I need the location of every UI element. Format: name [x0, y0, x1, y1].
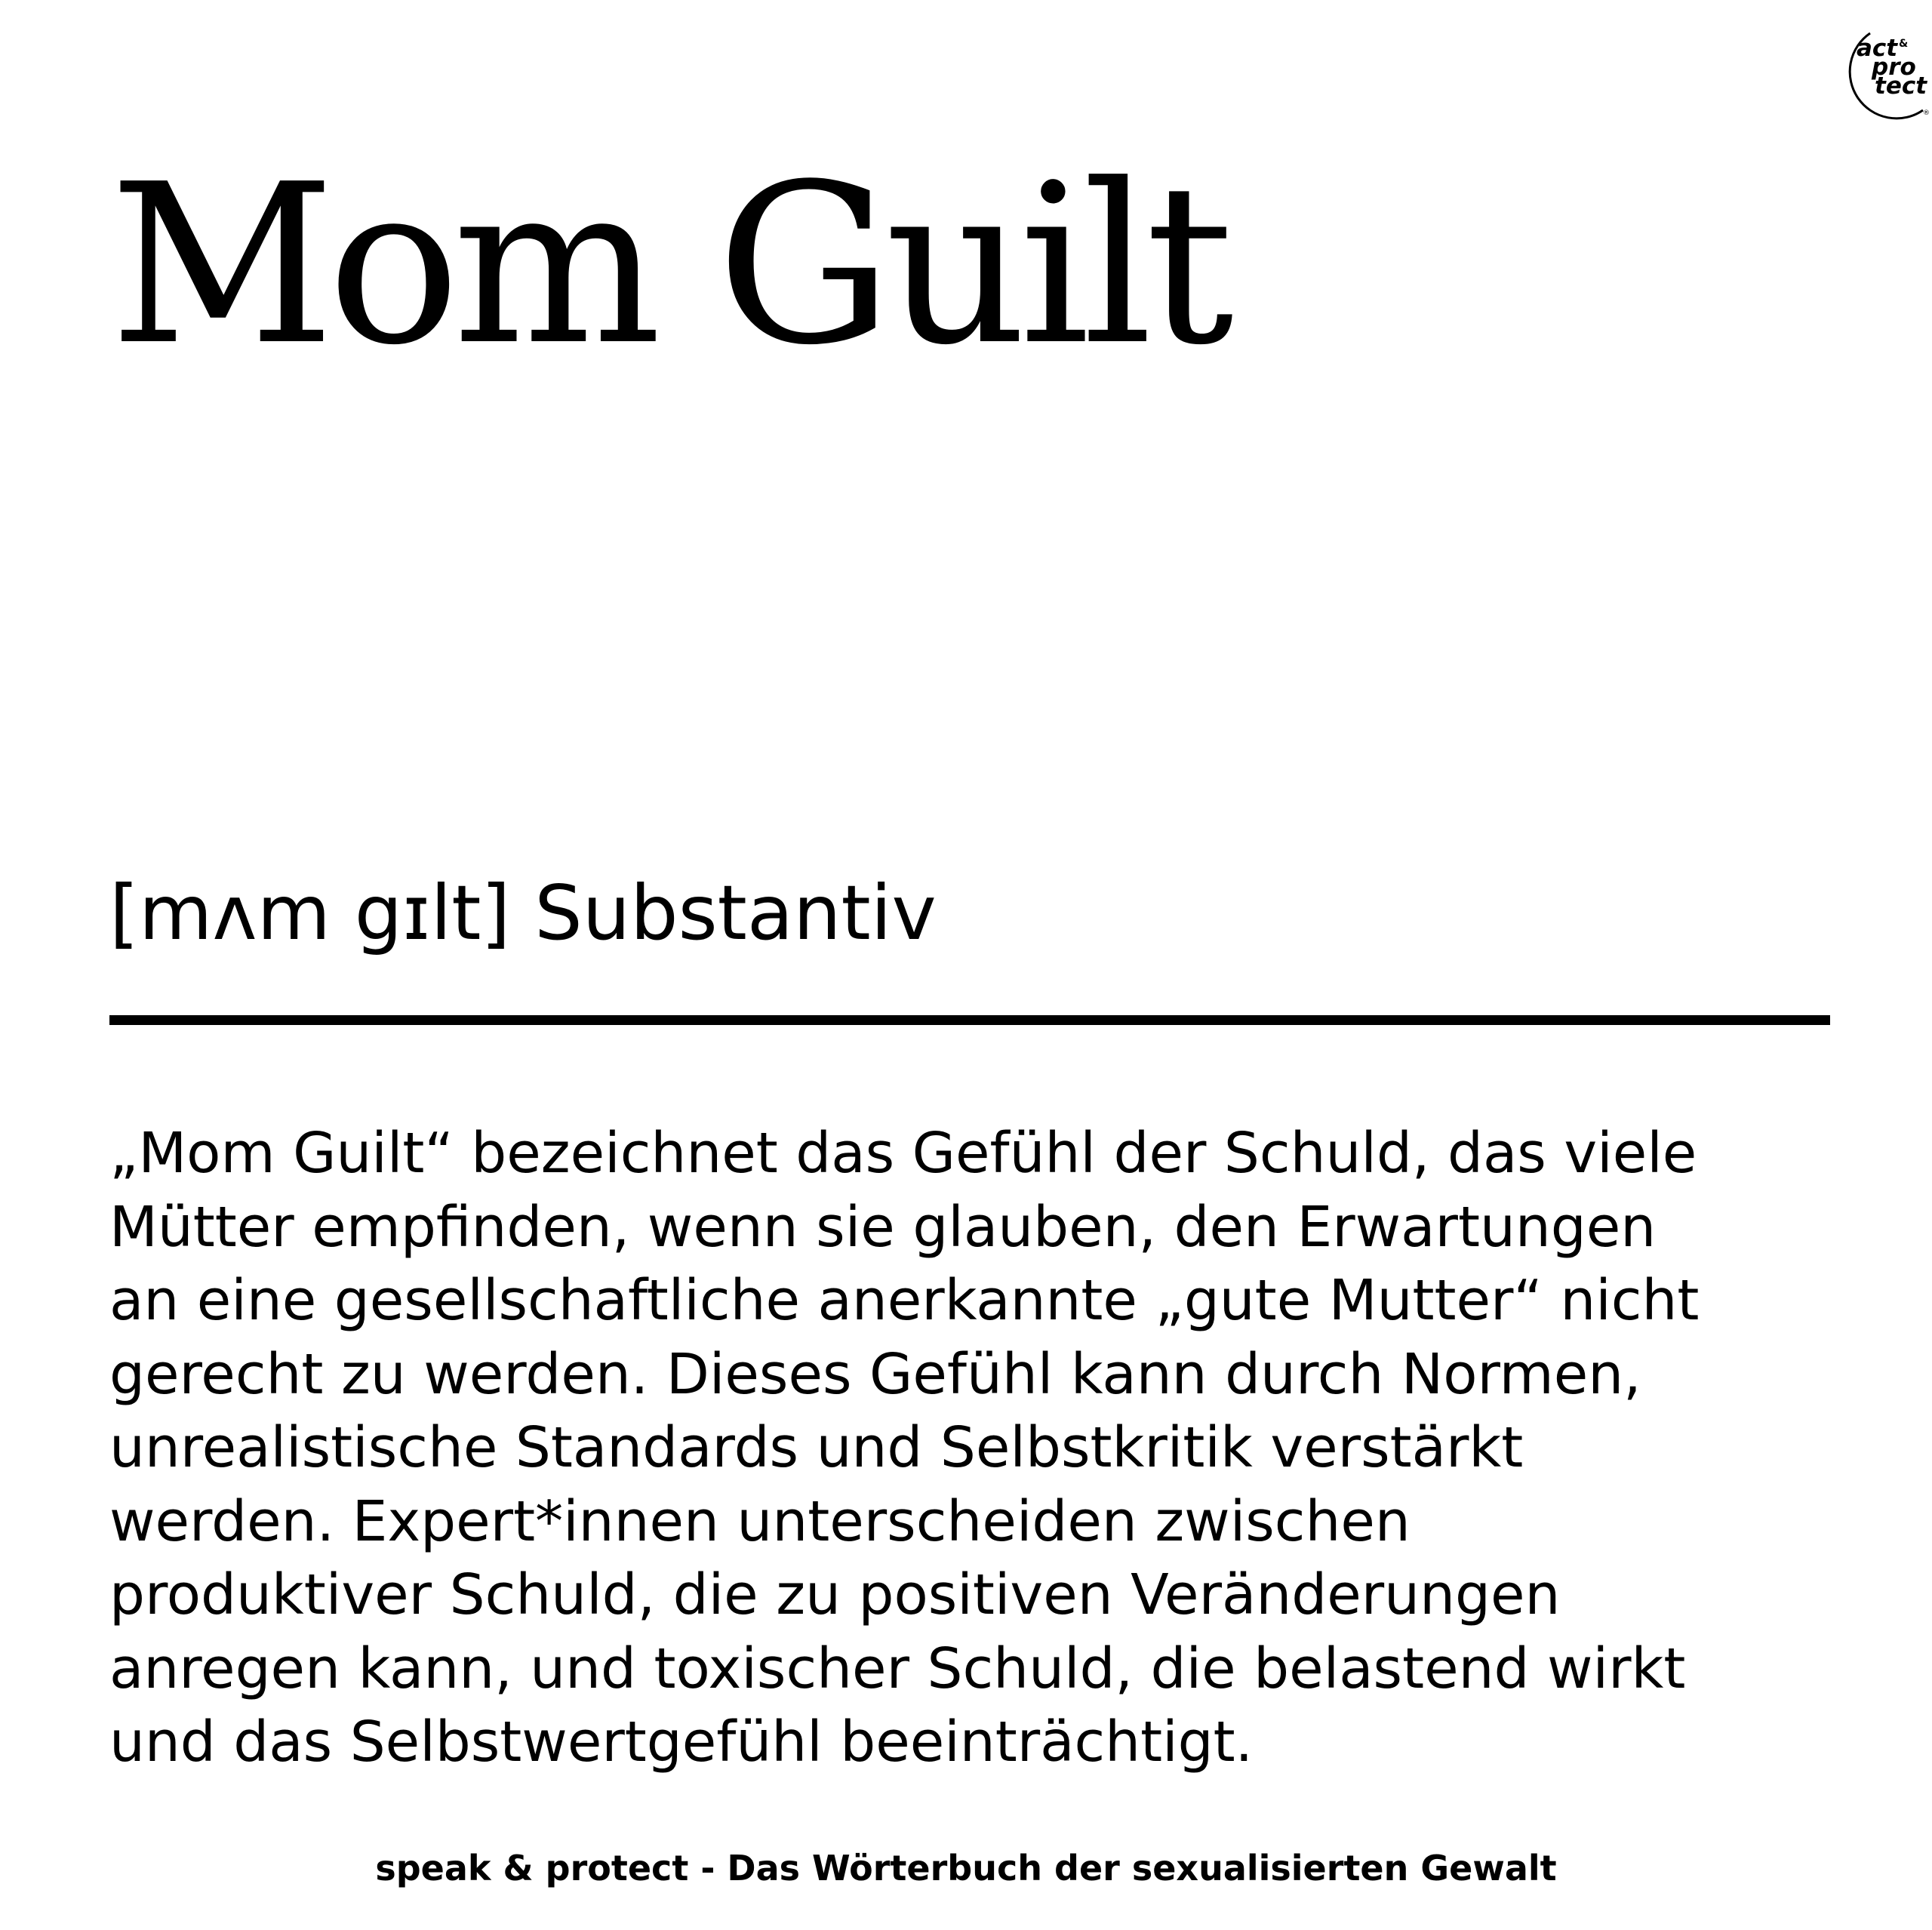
footer-caption: speak & protect - Das Wörterbuch der sexualisierten Gewalt	[375, 1848, 1557, 1888]
logo-text-pro: pro	[1872, 54, 1916, 81]
definition-line: produktiver Schuld, die zu positiven Veränderungen	[109, 1562, 1561, 1627]
definition-line: und das Selbstwertgefühl beeinträchtigt.	[109, 1710, 1254, 1775]
definition-line: an eine gesellschaftliche anerkannte „gute Mutter“ nicht	[109, 1268, 1700, 1333]
logo-text-act: act	[1857, 35, 1898, 62]
logo-ampersand: &	[1899, 38, 1909, 50]
entry-pronunciation: [mʌm gɪlt] Substantiv	[109, 869, 937, 957]
definition-line: „Mom Guilt“ bezeichnet das Gefühl der Schuld, das viele	[109, 1121, 1697, 1186]
act-and-protect-logo	[1826, 29, 1932, 127]
divider-line	[109, 1015, 1830, 1025]
logo-registered-mark: ®	[1923, 109, 1930, 117]
definition-line: werden. Expert*innen unterscheiden zwischen	[109, 1488, 1411, 1554]
definition-line: anregen kann, und toxischer Schuld, die belastend wirkt	[109, 1636, 1686, 1701]
definition-line: unrealistische Standards und Selbstkritik verstärkt	[109, 1415, 1524, 1480]
logo-text-tect: tect	[1875, 72, 1927, 100]
definition-line: gerecht zu werden. Dieses Gefühl kann durch Normen,	[109, 1341, 1641, 1407]
definition-line: Mütter empfinden, wenn sie glauben, den Erwartungen	[109, 1194, 1657, 1260]
entry-term: Mom Guilt	[109, 137, 1226, 393]
entry-definition	[109, 1117, 1845, 1780]
